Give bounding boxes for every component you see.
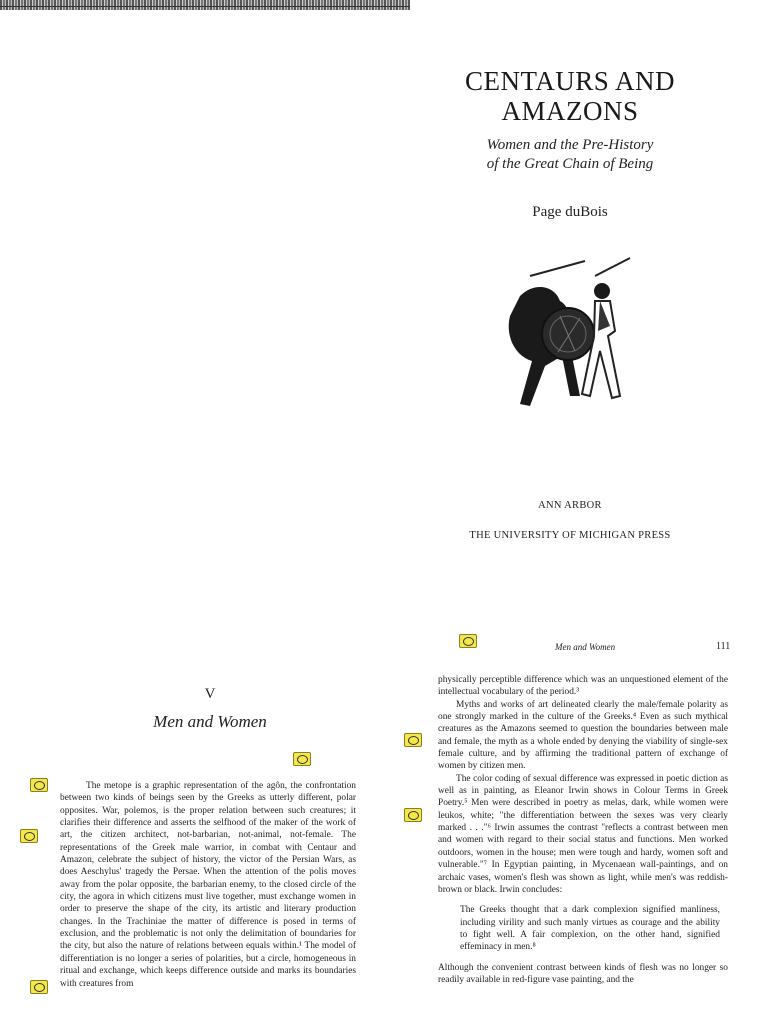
left-text-column	[60, 780, 356, 990]
speech-bubble-note-icon[interactable]	[30, 980, 48, 994]
speech-bubble-note-icon[interactable]	[20, 829, 38, 843]
right-paragraph-4: Although the convenient contrast between kinds of flesh was no longer so readily available in red-figure vase painting, and the	[438, 962, 728, 985]
left-paragraph-1: The metope is a graphic representation of the agôn, the confrontation between two kinds of beings seen by the Greeks as utterly different, polar opposites. War, polemos, is the proper relation between such creatures; it clarifies their difference and asserts the selfhood of the maker of the work of art, the citizen architect, not-barbarian, not-animal, not-female. The representations of the Greek male warrior, in combat with Centaur and Amazon, celebrate the subject of history, the victor of the Persian Wars, as does Aeschylus' tragedy the Persae. When the attention of the polis moves away from the polar opposite, the barbarian enemy, to the closed circle of the city, the agora in which citizens must live together, must exchange women in order to preserve the shape of the city, its artistic and literary production changes. In the Trachiniae the matter of difference is posed in terms of exclusion, and the problematic is not only the delimitation of boundaries for the city, but also the nature of relations between equals within.¹ The model of differentiation is no longer a series of polarities, but a circle, homogeneous in ritual and exchange, which keeps difference outside and marks its boundaries with creatures from	[60, 781, 356, 989]
chapter-number: V	[204, 686, 216, 702]
scan-top-line	[0, 6, 410, 7]
centaur-amazon-illustration	[490, 256, 640, 416]
right-paragraph-3: The color coding of sexual difference was expressed in poetic diction as well as in painting, as Eleanor Irwin shows in Colour Terms in Greek Poetry.⁵ Men were described in poetry as melas, dark, while women were leukos, white; "the differentiation between the sexes was very clearly marked . . ."⁶ Irwin assumes the contrast "reflects a contrast between men and women with regard to their social status and functions. Men worked outdoors, women in the house; men were tough and hardy, women soft and vulnerable."⁷ In Egyptian painting, in Mycenaean wall-paintings, and on archaic vases, women's flesh was shown as light, while men's was reddish-brown or black. Irwin concludes:	[438, 773, 728, 895]
speech-bubble-note-icon[interactable]	[404, 808, 422, 822]
book-subtitle-line-2: of the Great Chain of Being	[486, 156, 654, 172]
book-title-line-2: AMAZONS	[501, 96, 639, 126]
publisher-name: THE UNIVERSITY OF MICHIGAN PRESS	[469, 530, 671, 541]
speech-bubble-note-icon[interactable]	[293, 752, 311, 766]
book-author: Page duBois	[532, 204, 608, 220]
right-paragraph-1: physically perceptible difference which was an unquestioned element of the intellectual vocabulary of the period.³	[438, 675, 728, 698]
scan-top-strip	[0, 0, 410, 10]
speech-bubble-note-icon[interactable]	[404, 733, 422, 747]
publisher-city: ANN ARBOR	[538, 500, 602, 511]
chapter-title: Men and Women	[153, 712, 267, 731]
book-title-line-1: CENTAURS AND	[464, 66, 676, 96]
speech-bubble-note-icon[interactable]	[30, 778, 48, 792]
running-head-title: Men and Women	[555, 642, 616, 652]
block-quote: The Greeks thought that a dark complexion signified manliness, including virility and such manly virtues as courage and the ability to fight well. A fair complexion, on the other hand, signified effeminacy in men.⁸	[460, 905, 720, 953]
right-text-column	[438, 674, 728, 986]
page-number: 111	[716, 641, 731, 652]
book-subtitle-line-1: Women and the Pre-History	[486, 137, 654, 153]
speech-bubble-note-icon[interactable]	[459, 634, 477, 648]
book-subtitle	[440, 136, 700, 174]
right-paragraph-2: Myths and works of art delineated clearly the male/female polarity as one strongly marked in the culture of the Greeks.⁴ Even as such mythical creatures as the Amazons seemed to question the boundaries between male and female, the myth as a whole ended by denying the viability of single-sex female culture, and by affirming the traditional pattern of exchange of women by citizen men.	[438, 699, 728, 772]
book-title	[440, 66, 700, 126]
